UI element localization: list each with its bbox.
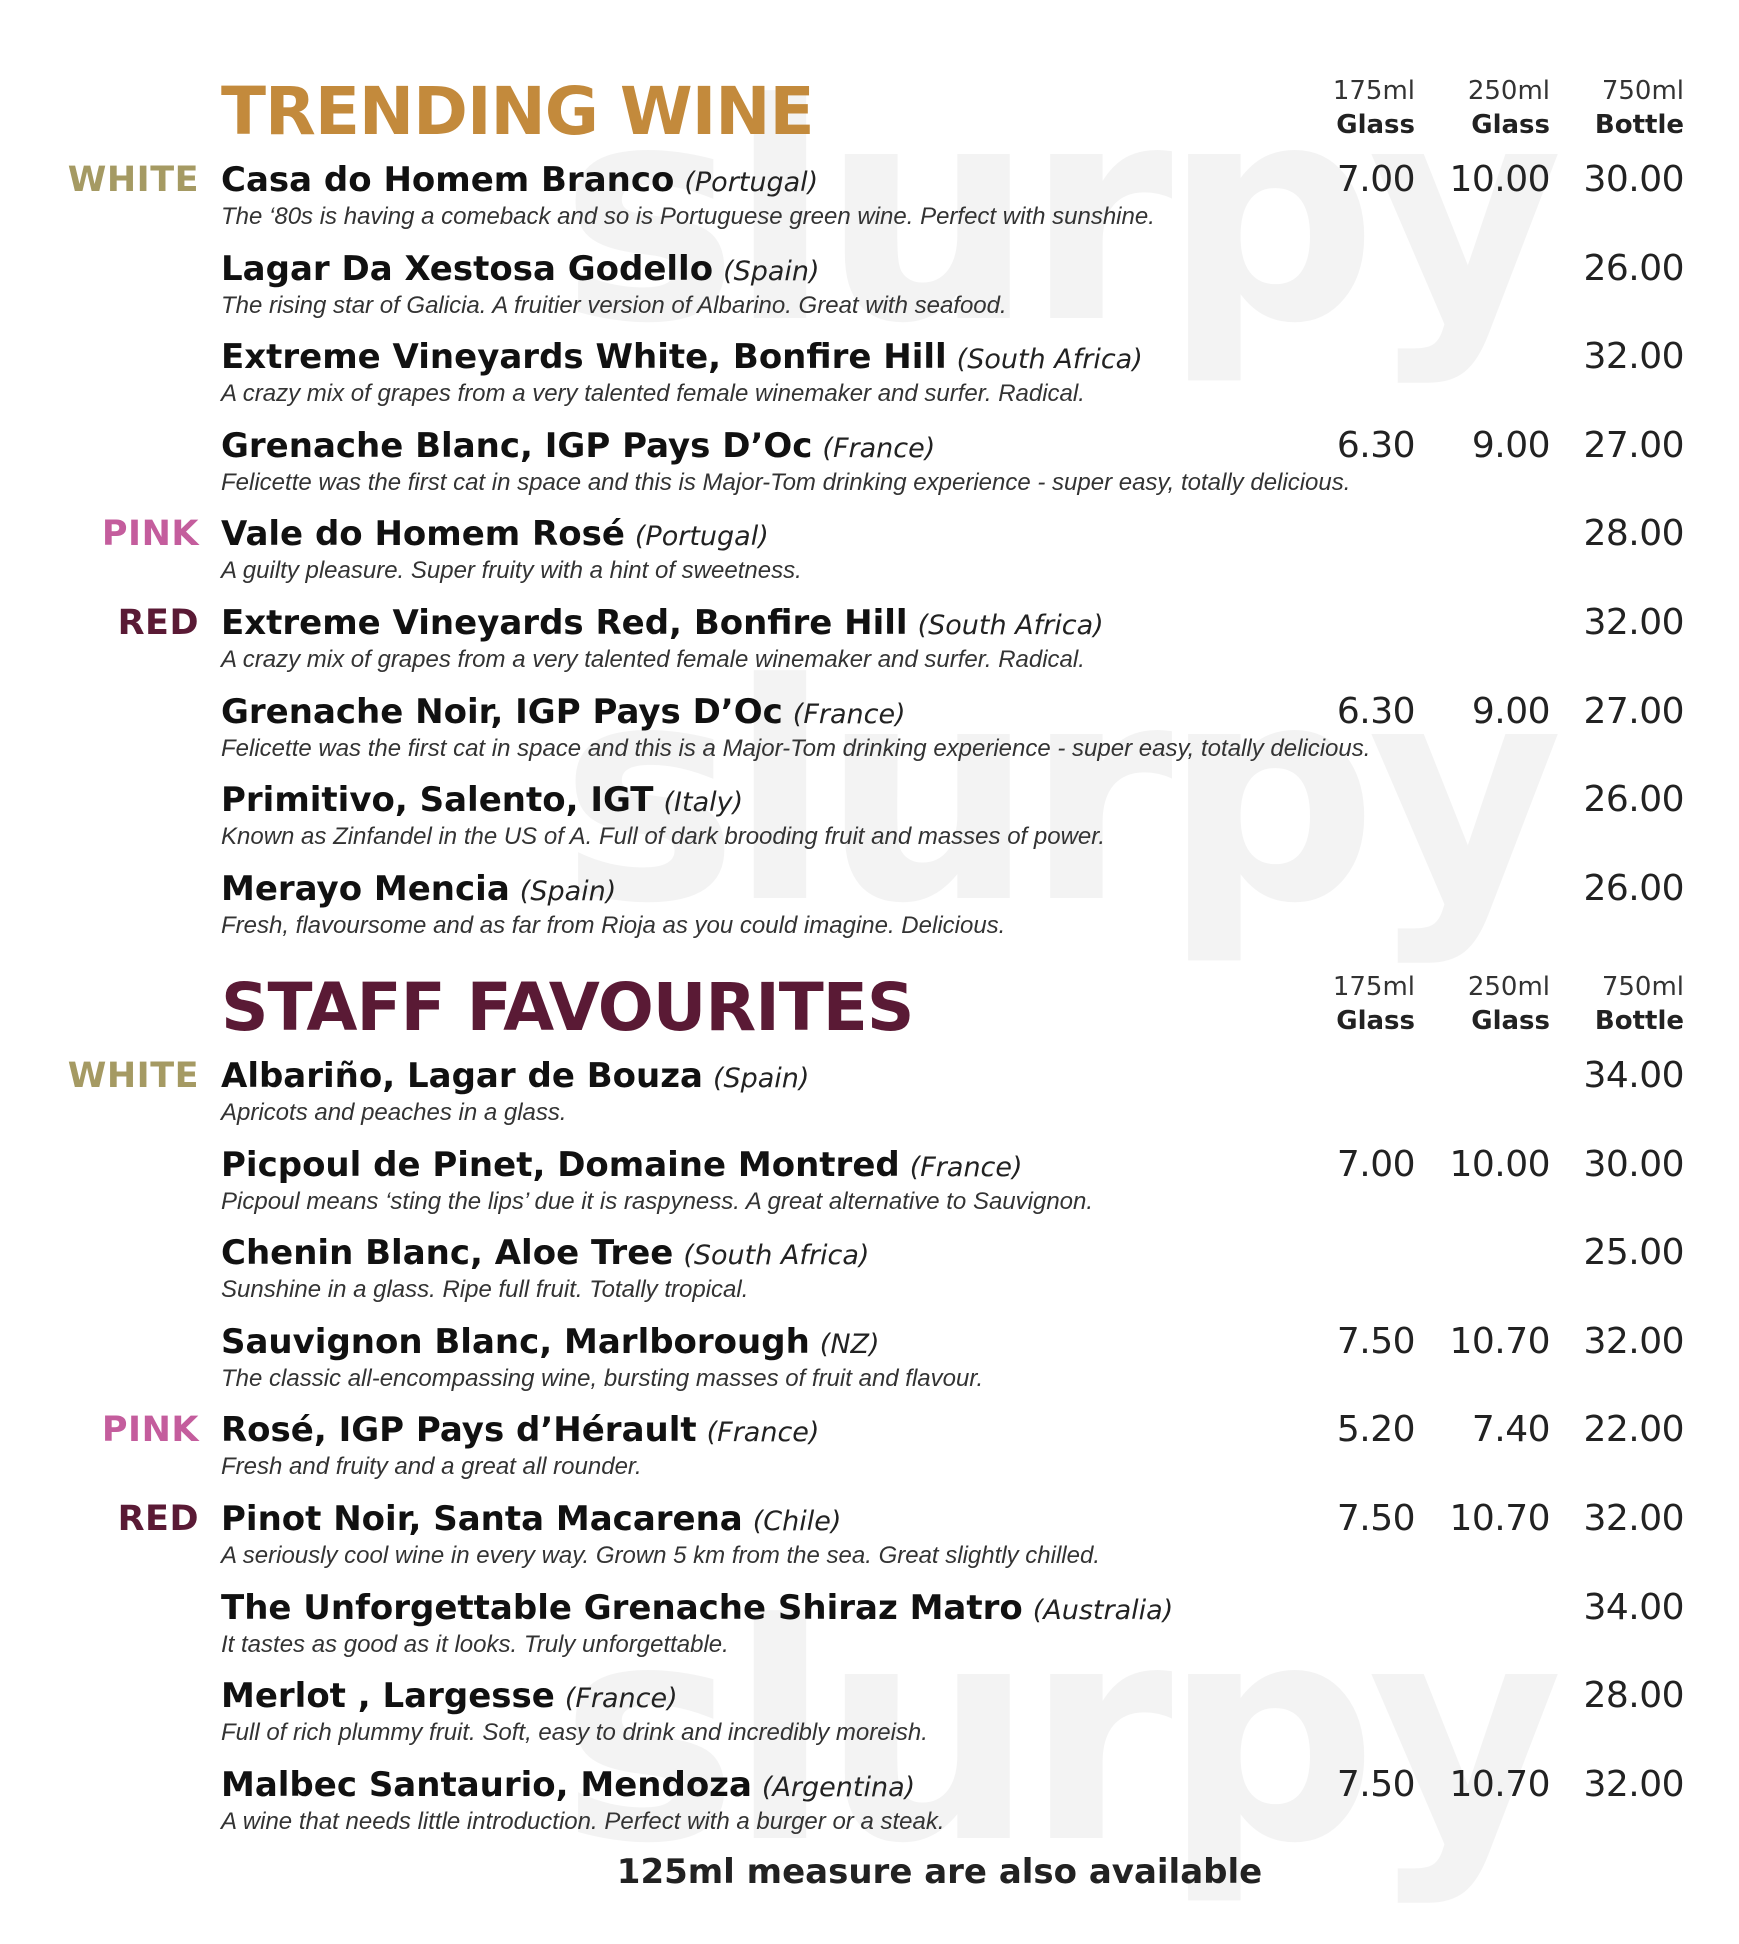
wine-title (221, 778, 743, 825)
wine-title (221, 512, 769, 559)
price-750ml-bottle: 32.00 (1583, 1321, 1684, 1362)
wine-title (221, 1143, 1023, 1190)
price-750ml-bottle: 30.00 (1583, 1144, 1684, 1185)
price-750ml-bottle: 26.00 (1583, 868, 1684, 909)
price-750ml-bottle: 32.00 (1583, 1498, 1684, 1539)
wine-description: Picpoul means ‘sting the lips’ due it is raspyness. A great alternative to Sauvignon. (221, 1188, 1094, 1215)
wine-title (221, 1408, 819, 1455)
wine-description: A crazy mix of grapes from a very talented female winemaker and surfer. Radical. (221, 380, 1085, 407)
wine-row (0, 1761, 1739, 1849)
wine-row (0, 776, 1739, 864)
wine-description: Full of rich plummy fruit. Soft, easy to drink and incredibly moreish. (221, 1719, 928, 1746)
wine-origin: (South Africa) (917, 610, 1104, 641)
wine-row (0, 1584, 1739, 1672)
section-title: TRENDING WINE (221, 73, 814, 150)
wine-row (0, 1318, 1739, 1406)
wine-name: Merayo Mencia (221, 869, 510, 909)
price-750ml-bottle: 32.00 (1583, 336, 1684, 377)
wine-row (0, 156, 1739, 244)
wine-origin: (France) (909, 1152, 1023, 1183)
price-250ml-glass: 10.00 (1449, 159, 1550, 200)
price-250ml-glass: 10.00 (1449, 1144, 1550, 1185)
wine-description: It tastes as good as it looks. Truly unforgettable. (221, 1631, 729, 1658)
price-175ml-glass: 5.20 (1336, 1409, 1415, 1450)
wine-name: Grenache Noir, IGP Pays D’Oc (221, 692, 783, 732)
wine-name: The Unforgettable Grenache Shiraz Matro (221, 1588, 1023, 1628)
wine-title (221, 158, 818, 205)
price-750ml-bottle: 27.00 (1583, 691, 1684, 732)
wine-origin: (France) (564, 1683, 678, 1714)
price-750ml-bottle: 28.00 (1583, 513, 1684, 554)
price-750ml-bottle: 27.00 (1583, 425, 1684, 466)
price-750ml-bottle: 30.00 (1583, 159, 1684, 200)
wine-title (221, 1054, 809, 1101)
price-250ml-glass: 10.70 (1449, 1764, 1550, 1805)
wine-name: Albariño, Lagar de Bouza (221, 1056, 703, 1096)
wine-name: Pinot Noir, Santa Macarena (221, 1499, 743, 1539)
wine-origin: (France) (792, 699, 906, 730)
price-750ml-bottle: 34.00 (1583, 1055, 1684, 1096)
wine-row (0, 245, 1739, 333)
price-250ml-glass: 9.00 (1471, 691, 1550, 732)
wine-row (0, 1052, 1739, 1140)
col-head-175ml: 175ml Glass (1332, 972, 1415, 1036)
wine-name: Grenache Blanc, IGP Pays D’Oc (221, 426, 813, 466)
price-750ml-bottle: 26.00 (1583, 248, 1684, 289)
price-750ml-bottle: 26.00 (1583, 779, 1684, 820)
wine-description: A wine that needs little introduction. Perfect with a burger or a steak. (221, 1808, 945, 1835)
wine-origin: (South Africa) (683, 1240, 870, 1271)
wine-origin: (Portugal) (634, 521, 769, 552)
wine-description: A guilty pleasure. Super fruity with a hint of sweetness. (221, 557, 802, 584)
wine-title (221, 1497, 841, 1544)
wine-name: Picpoul de Pinet, Domaine Montred (221, 1145, 900, 1185)
wine-row (0, 333, 1739, 421)
price-175ml-glass: 7.50 (1336, 1321, 1415, 1362)
wine-category: PINK (101, 514, 199, 554)
price-175ml-glass: 7.50 (1336, 1764, 1415, 1805)
price-175ml-glass: 7.00 (1336, 159, 1415, 200)
wine-row (0, 1672, 1739, 1760)
wine-description: The classic all-encompassing wine, bursting masses of fruit and flavour. (221, 1365, 984, 1392)
wine-title (221, 690, 906, 737)
wine-name: Vale do Homem Rosé (221, 514, 625, 554)
price-750ml-bottle: 22.00 (1583, 1409, 1684, 1450)
col-head-750ml: 750ml Bottle (1594, 972, 1684, 1036)
wine-name: Primitivo, Salento, IGT (221, 780, 654, 820)
price-750ml-bottle: 34.00 (1583, 1587, 1684, 1628)
wine-origin: (Portugal) (684, 167, 819, 198)
wine-origin: (Chile) (752, 1506, 842, 1537)
wine-row (0, 1406, 1739, 1494)
wine-origin: (Spain) (723, 256, 820, 287)
col-head-175ml: 175ml Glass (1332, 76, 1415, 140)
wine-description: Felicette was the first cat in space and this is a Major-Tom drinking experience - super easy, totally delicious. (221, 735, 1371, 762)
wine-row (0, 510, 1739, 598)
wine-name: Extreme Vineyards White, Bonfire Hill (221, 337, 947, 377)
wine-description: Apricots and peaches in a glass. (221, 1099, 567, 1126)
wine-category: WHITE (67, 1056, 199, 1096)
wine-title (221, 1674, 678, 1721)
price-750ml-bottle: 32.00 (1583, 602, 1684, 643)
wine-origin: (Australia) (1032, 1595, 1174, 1626)
wine-name: Merlot , Largesse (221, 1676, 555, 1716)
wine-title (221, 1231, 869, 1278)
wine-row (0, 1229, 1739, 1317)
wine-row (0, 599, 1739, 687)
wine-title (221, 1320, 880, 1367)
price-250ml-glass: 7.40 (1471, 1409, 1550, 1450)
wine-origin: (Italy) (663, 787, 744, 818)
wine-category: WHITE (67, 160, 199, 200)
wine-name: Casa do Homem Branco (221, 160, 675, 200)
wine-row (0, 1141, 1739, 1229)
wine-name: Malbec Santaurio, Mendoza (221, 1765, 752, 1805)
wine-origin: (Spain) (519, 876, 617, 907)
wine-description: Fresh and fruity and a great all rounder. (221, 1453, 642, 1480)
wine-category: RED (117, 1499, 199, 1539)
wine-category: PINK (101, 1410, 199, 1450)
wine-description: Fresh, flavoursome and as far from Rioja as you could imagine. Delicious. (221, 912, 1006, 939)
wine-name: Extreme Vineyards Red, Bonfire Hill (221, 603, 908, 643)
footer-note: 125ml measure are also available (616, 1852, 1263, 1892)
wine-row (0, 422, 1739, 510)
wine-title (221, 247, 820, 294)
wine-origin: (Argentina) (761, 1772, 916, 1803)
wine-title (221, 1586, 1173, 1633)
price-750ml-bottle: 32.00 (1583, 1764, 1684, 1805)
wine-origin: (Spain) (712, 1063, 810, 1094)
col-head-250ml: 250ml Glass (1467, 76, 1550, 140)
wine-origin: (France) (706, 1417, 820, 1448)
price-750ml-bottle: 28.00 (1583, 1675, 1684, 1716)
wine-name: Sauvignon Blanc, Marlborough (221, 1322, 810, 1362)
wine-category: RED (117, 603, 199, 643)
wine-description: The ‘80s is having a comeback and so is Portuguese green wine. Perfect with sunshine. (221, 203, 1155, 230)
wine-description: The rising star of Galicia. A fruitier version of Albarino. Great with seafood. (221, 292, 1007, 319)
wine-origin: (France) (822, 433, 936, 464)
wine-row (0, 688, 1739, 776)
price-175ml-glass: 7.50 (1336, 1498, 1415, 1539)
col-head-750ml: 750ml Bottle (1594, 76, 1684, 140)
col-head-250ml: 250ml Glass (1467, 972, 1550, 1036)
price-750ml-bottle: 25.00 (1583, 1232, 1684, 1273)
wine-description: Known as Zinfandel in the US of A. Full of dark brooding fruit and masses of power. (221, 823, 1106, 850)
wine-title (221, 601, 1104, 648)
price-175ml-glass: 6.30 (1336, 691, 1415, 732)
wine-title (221, 424, 935, 471)
wine-name: Lagar Da Xestosa Godello (221, 249, 714, 289)
wine-title (221, 1763, 915, 1810)
wine-name: Rosé, IGP Pays d’Hérault (221, 1410, 697, 1450)
price-250ml-glass: 10.70 (1449, 1498, 1550, 1539)
wine-origin: (South Africa) (956, 344, 1143, 375)
wine-description: A crazy mix of grapes from a very talented female winemaker and surfer. Radical. (221, 646, 1085, 673)
price-175ml-glass: 7.00 (1336, 1144, 1415, 1185)
wine-description: A seriously cool wine in every way. Grown 5 km from the sea. Great slightly chilled. (221, 1542, 1100, 1569)
price-250ml-glass: 10.70 (1449, 1321, 1550, 1362)
wine-name: Chenin Blanc, Aloe Tree (221, 1233, 674, 1273)
wine-row (0, 865, 1739, 953)
section-title: STAFF FAVOURITES (221, 969, 914, 1046)
price-175ml-glass: 6.30 (1336, 425, 1415, 466)
wine-row (0, 1495, 1739, 1583)
price-250ml-glass: 9.00 (1471, 425, 1550, 466)
wine-origin: (NZ) (819, 1329, 880, 1360)
wine-title (221, 335, 1143, 382)
wine-description: Sunshine in a glass. Ripe full fruit. Totally tropical. (221, 1276, 749, 1303)
wine-title (221, 867, 616, 914)
wine-description: Felicette was the first cat in space and this is Major-Tom drinking experience - super easy, totally delicious. (221, 469, 1351, 496)
